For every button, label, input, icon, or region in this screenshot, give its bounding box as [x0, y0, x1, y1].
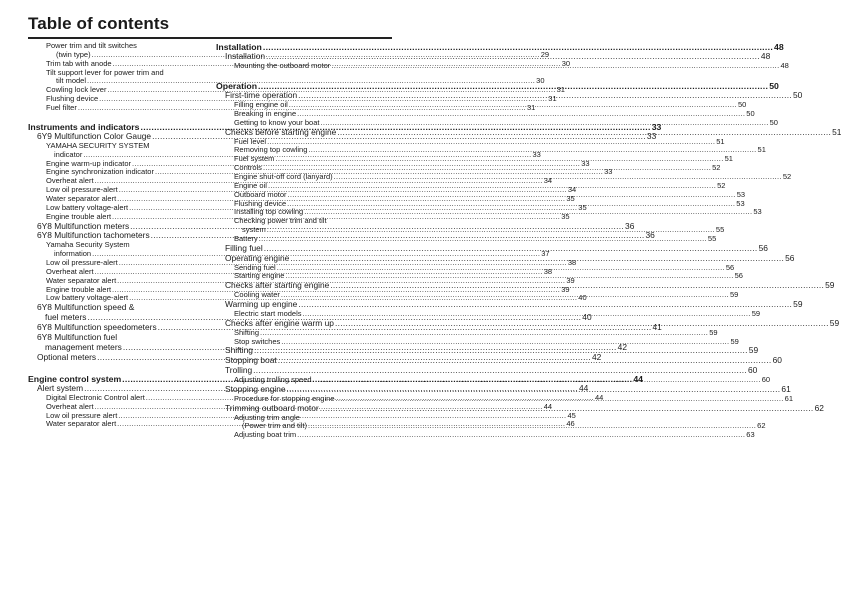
toc-page-number: 42 [617, 341, 627, 352]
toc-page-number: 31 [548, 94, 557, 104]
toc-page-number: 50 [769, 117, 778, 127]
toc-page-number: 61 [784, 393, 793, 403]
toc-page-number: 35 [566, 193, 575, 203]
toc-page-number: 61 [781, 383, 791, 394]
toc-entry-title: Checks after starting engine [225, 280, 330, 291]
toc-page-number: 60 [748, 365, 758, 376]
toc-entry-title: Sending fuel [234, 262, 276, 272]
toc-entry-title: Operation [216, 81, 258, 92]
toc-page-number: 44 [594, 392, 604, 402]
toc-entry-title: Digital Electronic Control alert [46, 392, 145, 402]
toc-page-number: 35 [561, 211, 570, 221]
toc-entry-title: (Power trim and tilt) [242, 421, 308, 431]
toc-page-number: 33 [604, 167, 613, 177]
toc-entry-wrapped-line[interactable]: 6Y8 Multifunction speed & [37, 302, 135, 313]
toc-entry-title: Battery [234, 233, 258, 243]
toc-entry-title: Low oil pressure-alert [46, 185, 118, 195]
toc-entry-title: Engine shut-off cord (lanyard) [234, 172, 333, 181]
toc-entry-title: Stopping engine [225, 383, 286, 394]
toc-entry-title: Engine trouble alert [46, 211, 112, 221]
toc-entry-wrapped-line[interactable]: YAMAHA SECURITY SYSTEM [46, 140, 150, 150]
toc-page-number: 52 [782, 172, 792, 181]
toc-entry-title: Fuel level [234, 136, 267, 146]
toc-entry-title: Low oil pressure-alert [46, 258, 118, 268]
toc-page-number: 35 [578, 202, 587, 212]
toc-entry-title: Overheat alert [46, 266, 94, 276]
toc-page-number: 38 [543, 266, 553, 276]
toc-entry-title: 6Y8 Multifunction tachometers [37, 230, 150, 241]
toc-entry-title: Cooling water [234, 290, 280, 300]
toc-entry-title: Fuel filter [46, 102, 77, 112]
toc-entry-title: Mounting the outboard motor [234, 61, 331, 71]
toc-entry-title: Instruments and indicators [28, 121, 140, 132]
toc-page-number: 56 [785, 252, 795, 263]
toc-entry-wrapped-line[interactable]: Power trim and tilt switches [46, 41, 137, 50]
toc-entry-title: Installing top cowling [234, 207, 304, 217]
toc-entry-title: Flushing device [234, 198, 287, 208]
toc-entry-title: Shifting [225, 345, 253, 356]
toc-entry-title: tilt model [56, 76, 87, 86]
dot-leader [297, 431, 745, 440]
toc-page-number: 55 [707, 233, 717, 243]
toc-entry-title: Removing top cowling [234, 145, 308, 155]
toc-page-number: 60 [772, 355, 782, 366]
toc-page-number: 56 [758, 242, 768, 253]
toc-entry-wrapped-line[interactable]: 6Y8 Multifunction fuel [37, 331, 118, 342]
toc-page-number: 33 [646, 131, 657, 142]
toc-entry-title: Stop switches [234, 336, 281, 346]
page-title: Table of contents [28, 14, 170, 33]
toc-page-number: 59 [829, 317, 840, 328]
toc-entry-title: Trimming outboard motor [225, 402, 319, 413]
toc-page-number: 51 [757, 145, 766, 155]
toc-entry-title: Getting to know your boat [234, 117, 320, 127]
toc-page-number: 41 [652, 322, 662, 333]
toc-entry-title: Water separator alert [46, 419, 117, 429]
toc-entry-title: Fuel system [234, 154, 275, 164]
toc-page-number: 59 [730, 336, 739, 346]
toc-page-number: 56 [734, 271, 743, 281]
toc-entry-title: Breaking in engine [234, 109, 297, 119]
toc-page-number: 50 [793, 90, 803, 101]
toc-page-number: 31 [527, 102, 536, 112]
toc-entry-title: Starting engine [234, 271, 285, 281]
toc-page-number: 50 [737, 100, 747, 110]
toc-page-number: 56 [725, 262, 735, 272]
toc-page-number: 52 [712, 163, 721, 173]
toc-entry-title: Low battery voltage-alert [46, 202, 129, 212]
toc-page-number: 36 [625, 220, 635, 231]
toc-entry-title: Checks after engine warm up [225, 317, 334, 328]
toc-entry-title: Shifting [234, 327, 260, 337]
toc-entry-title: Low battery voltage-alert [46, 293, 129, 303]
toc-page-number: 39 [561, 284, 570, 294]
toc-page-number: 59 [709, 327, 718, 337]
toc-entry-title: (twin type) [56, 49, 91, 59]
toc-entry-title: Engine oil [234, 180, 267, 190]
toc-page-number: 30 [561, 58, 571, 68]
toc-entry-title: Electric start models [234, 308, 302, 318]
toc-page-number: 60 [761, 375, 771, 385]
toc-page-number: 46 [566, 419, 575, 429]
toc-entry-title: Optional meters [37, 351, 97, 362]
toc-page-number: 52 [717, 180, 726, 190]
toc-page-number: 33 [651, 121, 662, 132]
toc-entry-title: system [242, 225, 266, 235]
toc-page-number: 62 [814, 402, 824, 413]
toc-entry-title: management meters [45, 341, 122, 352]
toc-entry-title: Adjusting boat trim [234, 430, 297, 440]
toc-page-number: 53 [736, 198, 745, 208]
toc-entry-title: Overheat alert [46, 176, 94, 186]
toc-page-number: 30 [536, 76, 545, 86]
toc-entry-title: Engine synchronization indicator [46, 167, 154, 177]
toc-page-number: 34 [567, 185, 577, 195]
toc-entry-title: Stopping boat [225, 355, 277, 366]
toc-entry-title: information [54, 249, 92, 259]
toc-entry-title: Checks before starting engine [225, 126, 337, 137]
toc-entry-title: fuel meters [45, 312, 87, 323]
toc-page-number: 44 [633, 373, 644, 384]
toc-page-number: 45 [567, 410, 576, 420]
toc-entry-title: 6Y9 Multifunction Color Gauge [37, 131, 152, 142]
toc-entry-title: Operating engine [225, 252, 290, 263]
toc-entry-title: Engine trouble alert [46, 284, 112, 294]
toc-subentry[interactable] [216, 430, 755, 440]
dot-leader [304, 208, 752, 217]
toc-page-number: 59 [793, 299, 803, 309]
toc-page-number: 50 [746, 109, 755, 119]
toc-page-number: 44 [578, 382, 589, 393]
toc-page-number: 53 [736, 189, 746, 199]
toc-entry-title: Water separator alert [46, 275, 117, 285]
toc-page-number: 29 [540, 49, 550, 59]
toc-page-number: 50 [769, 81, 779, 92]
dot-leader [320, 401, 814, 414]
toc-entry-title: First-time operation [225, 90, 298, 101]
toc-page-number: 59 [751, 308, 761, 318]
toc-page-number: 33 [581, 158, 590, 168]
title-divider [28, 37, 392, 39]
toc-page-number: 37 [541, 249, 550, 259]
toc-entry-wrapped-line[interactable]: Yamaha Security System [46, 240, 130, 250]
toc-entry-title: Warming up engine [225, 299, 298, 309]
toc-page-number: 48 [780, 61, 789, 71]
toc-page-number: 44 [543, 401, 553, 411]
toc-page-number: 51 [716, 136, 725, 146]
toc-page-number: 42 [591, 351, 602, 362]
toc-page-number: 36 [645, 230, 655, 241]
toc-entry-title: Water separator alert [46, 193, 117, 203]
toc-entry-title: 6Y8 Multifunction speedometers [37, 322, 157, 333]
toc-entry-title: Alert system [37, 382, 84, 393]
toc-entry-title: Flushing device [46, 94, 99, 104]
toc-page-number: 31 [556, 85, 565, 95]
toc-page-number: 48 [774, 42, 784, 52]
toc-entry-wrapped-line[interactable]: Tilt support lever for power trim and [46, 67, 164, 77]
toc-entry-title: Trolling [225, 365, 253, 376]
toc-page-number: 59 [730, 290, 739, 300]
toc-entry-title: indicator [54, 149, 83, 159]
toc-page-number: 40 [578, 293, 587, 303]
toc-page-number: 48 [760, 51, 771, 62]
toc-page-number: 55 [715, 225, 725, 235]
toc-entry-title: Engine control system [28, 373, 122, 384]
toc-entry-title: Low oil pressure alert [46, 410, 118, 420]
toc-entry-title: Overheat alert [46, 401, 94, 411]
toc-page-number: 59 [748, 345, 759, 356]
toc-entry-title: Trim tab with anode [46, 58, 112, 68]
toc-entry-title: Procedure for stopping engine [234, 393, 335, 403]
toc-entry-title: Cowling lock lever [46, 85, 107, 95]
toc-page-number: 59 [825, 280, 835, 291]
toc-entry-wrapped-line[interactable]: Adjusting trim angle [234, 412, 300, 422]
toc-page-number: 62 [757, 421, 766, 431]
toc-entry-title: Engine warm-up indicator [46, 158, 132, 168]
toc-entry-title: Adjusting trolling speed [234, 375, 312, 385]
toc-entry-title: 6Y8 Multifunction meters [37, 220, 130, 231]
toc-entry-title: Filling engine oil [234, 100, 288, 110]
toc-page-number: 40 [582, 312, 592, 323]
toc-page-number: 51 [832, 126, 841, 137]
toc-entry-wrapped-line[interactable]: Checking power trim and tilt [234, 216, 327, 226]
toc-page-number: 63 [746, 430, 755, 440]
toc-page-number: 38 [567, 258, 577, 268]
toc-entry-title: Installation [216, 42, 262, 52]
toc-page-number: 39 [566, 275, 575, 285]
toc-entry-title: Filling fuel [225, 242, 263, 253]
toc-entry-title: Installation [225, 51, 266, 62]
toc-page-number: 51 [724, 154, 733, 164]
toc-page-number: 53 [753, 207, 762, 217]
dot-leader [331, 58, 779, 71]
toc-page-number: 34 [543, 176, 553, 186]
toc-entry-title: Outboard motor [234, 189, 287, 199]
toc-entry-title: Controls [234, 163, 262, 173]
toc-page-number: 33 [532, 149, 541, 159]
